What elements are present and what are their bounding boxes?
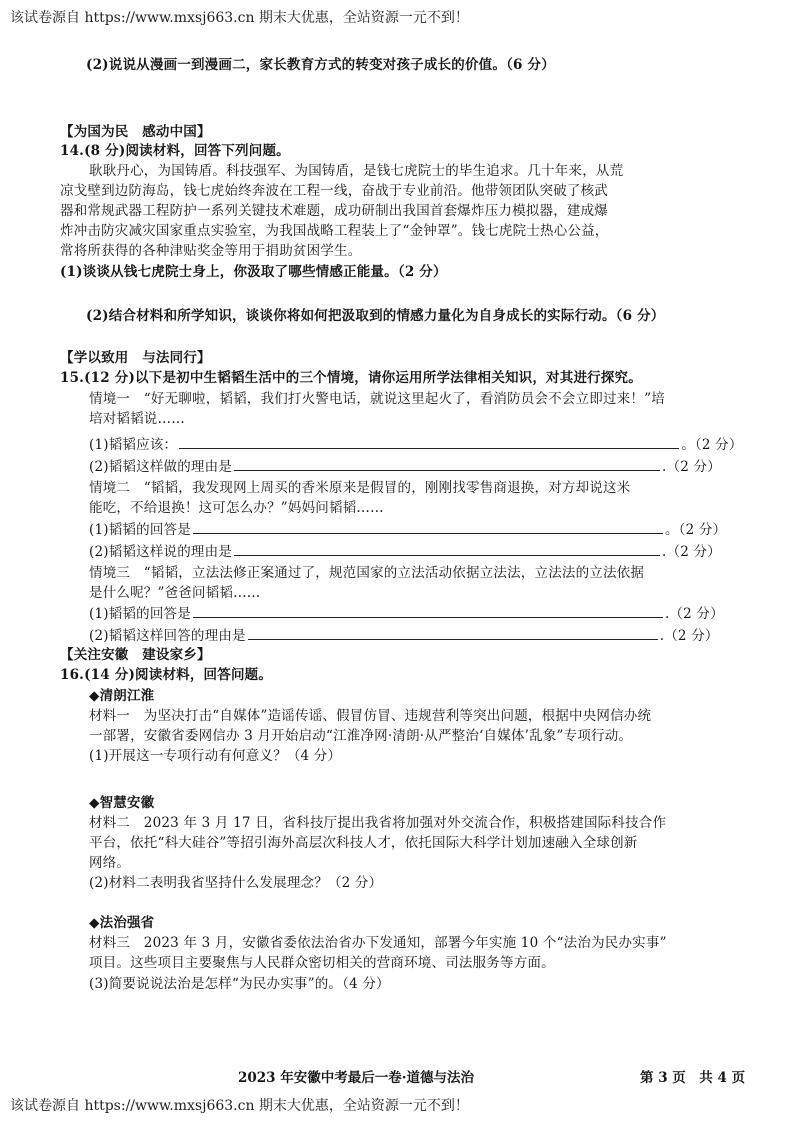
q15-scene1-q1	[89, 434, 743, 455]
answer-blank[interactable]	[179, 434, 679, 449]
q16-material2-line2: 平台，依托“科大硅谷”等招引海外高层次科技人才，依托国际大科学计划加速融入全球创新	[89, 835, 638, 851]
q16-sub1: (1)开展这一专项行动有何意义？（4 分）	[89, 748, 342, 764]
section-serve-heading: 【为国为民 感动中国】	[60, 124, 211, 140]
answer-blank[interactable]	[193, 603, 663, 618]
q15-scene1-line2: 培对韬韬说……	[89, 411, 185, 427]
score-label: 。（2 分）	[681, 437, 743, 453]
q14-material-line5: 常将所获得的各种津贴奖金等用于捐助贫困学生。	[60, 243, 362, 259]
q16-topic2: ◆智慧安徽	[89, 795, 155, 811]
q16-material2-line3: 网络。	[89, 855, 131, 871]
q15-scene2-q1-label: (1)韬韬的回答是	[89, 522, 191, 538]
watermark-top: 该试卷源自 https://www.mxsj663.cn 期末大优惠，全站资源一元不到！	[10, 10, 469, 26]
q16-material1-line1: 材料一 为坚决打击“自媒体”造谣传谣、假冒仿冒、违规营利等突出问题，根据中央网信办统	[89, 708, 652, 724]
q15-scene3-q2-label: (2)韬韬这样回答的理由是	[89, 628, 246, 644]
q16-head: 16.(14 分)阅读材料，回答问题。	[60, 667, 273, 683]
q16-sub3: (3)简要说说法治是怎样“为民办实事”的。（4 分）	[89, 976, 390, 992]
q15-head: 15.(12 分)以下是初中生韬韬生活中的三个情境，请你运用所学法律相关知识，对其进行探究。	[60, 370, 642, 386]
score-label: .（2 分）	[659, 628, 719, 644]
score-label: .（2 分）	[664, 606, 724, 622]
section-law-heading: 【学以致用 与法同行】	[60, 350, 211, 366]
q15-scene2-line1: 情境二 “韬韬，我发现网上周买的香米原来是假冒的，刚刚找零售商退换，对方却说这米	[89, 480, 631, 496]
q16-material1-line2: 一部署，安徽省委网信办 3 月开始启动“江淮净网·清朗·从严整治‘自媒体’乱象”专项行动。	[89, 728, 633, 744]
answer-blank[interactable]	[248, 625, 658, 640]
score-label: .（2 分）	[662, 544, 721, 560]
footer-title: 2023 年安徽中考最后一卷·道德与法治	[238, 1070, 474, 1086]
footer-page-number: 第 3 页 共 4 页	[640, 1070, 746, 1086]
q15-scene2-q2-label: (2)韬韬这样说的理由是	[89, 544, 233, 560]
score-label: .（2 分）	[662, 459, 721, 475]
q13-sub2: (2)说说从漫画一到漫画二，家长教育方式的转变对孩子成长的价值。（6 分）	[86, 57, 555, 73]
q14-material-line1: 耿耿丹心，为国铸盾。科技强军、为国铸盾，是钱七虎院士的毕生追求。几十年来，从荒	[89, 163, 624, 179]
q14-sub1: (1)谈谈从钱七虎院士身上，你汲取了哪些情感正能量。（2 分）	[60, 264, 447, 280]
q16-topic1: ◆清朗江淮	[89, 688, 155, 704]
q14-sub2: (2)结合材料和所学知识，谈谈你将如何把汲取到的情感力量化为自身成长的实际行动。（6 分）	[86, 308, 665, 324]
q15-scene1-q2-label: (2)韬韬这样做的理由是	[89, 459, 233, 475]
answer-blank[interactable]	[193, 519, 663, 534]
q14-head: 14.(8 分)阅读材料，回答下列问题。	[60, 143, 290, 159]
q15-scene2-q1	[89, 519, 726, 540]
section-anhui-heading: 【关注安徽 建设家乡】	[60, 647, 211, 663]
q16-material2-line1: 材料二 2023 年 3 月 17 日，省科技厅提出我省将加强对外交流合作，积极搭建国际科技合作	[89, 815, 667, 831]
q15-scene2-line2: 能吃，不给退换！这可怎么办？”妈妈问韬韬……	[89, 500, 384, 516]
q15-scene1-q2	[89, 456, 721, 477]
q14-material-line3: 器和常规武器工程防护一系列关键技术难题，成功研制出我国首套爆炸压力模拟器，建成爆	[60, 203, 608, 219]
q15-scene3-q2	[89, 625, 719, 646]
watermark-bottom: 该试卷源自 https://www.mxsj663.cn 期末大优惠，全站资源一元不到！	[10, 1098, 469, 1114]
q15-scene3-line1: 情境三 “韬韬，立法法修正案通过了，规范国家的立法活动依据立法法，立法法的立法依据	[89, 565, 645, 581]
q15-scene3-q1	[89, 603, 724, 624]
q15-scene1-line1: 情境一 “好无聊啦，韬韬，我们打火警电话，就说这里起火了，看消防员会不会立即过来！”培	[89, 391, 665, 407]
q16-material3-line2: 项目。这些项目主要聚焦与人民群众密切相关的营商环境、司法服务等方面。	[89, 955, 555, 971]
q16-material3-line1: 材料三 2023 年 3 月，安徽省委依法治省办下发通知，部署今年实施 10 个“法治为民办实事”	[89, 935, 667, 951]
q14-material-line2: 凉戈壁到边防海岛，钱七虎始终奔波在工程一线，奋战于专业前沿。他带领团队突破了核武	[60, 183, 608, 199]
q15-scene2-q2	[89, 541, 721, 562]
q15-scene3-line2: 是什么呢？”爸爸问韬韬……	[89, 585, 261, 601]
answer-blank[interactable]	[234, 541, 660, 556]
q14-material-line4: 炸冲击防灾减灾国家重点实验室，为我国战略工程装上了“金钟罩”。钱七虎院士热心公益，	[60, 223, 609, 239]
answer-blank[interactable]	[234, 456, 660, 471]
score-label: 。（2 分）	[664, 522, 727, 538]
q16-sub2: (2)材料二表明我省坚持什么发展理念？（2 分）	[89, 875, 383, 891]
q15-scene1-q1-label: (1)韬韬应该：	[89, 437, 178, 453]
q16-topic3: ◆法治强省	[89, 915, 155, 931]
q15-scene3-q1-label: (1)韬韬的回答是	[89, 606, 191, 622]
